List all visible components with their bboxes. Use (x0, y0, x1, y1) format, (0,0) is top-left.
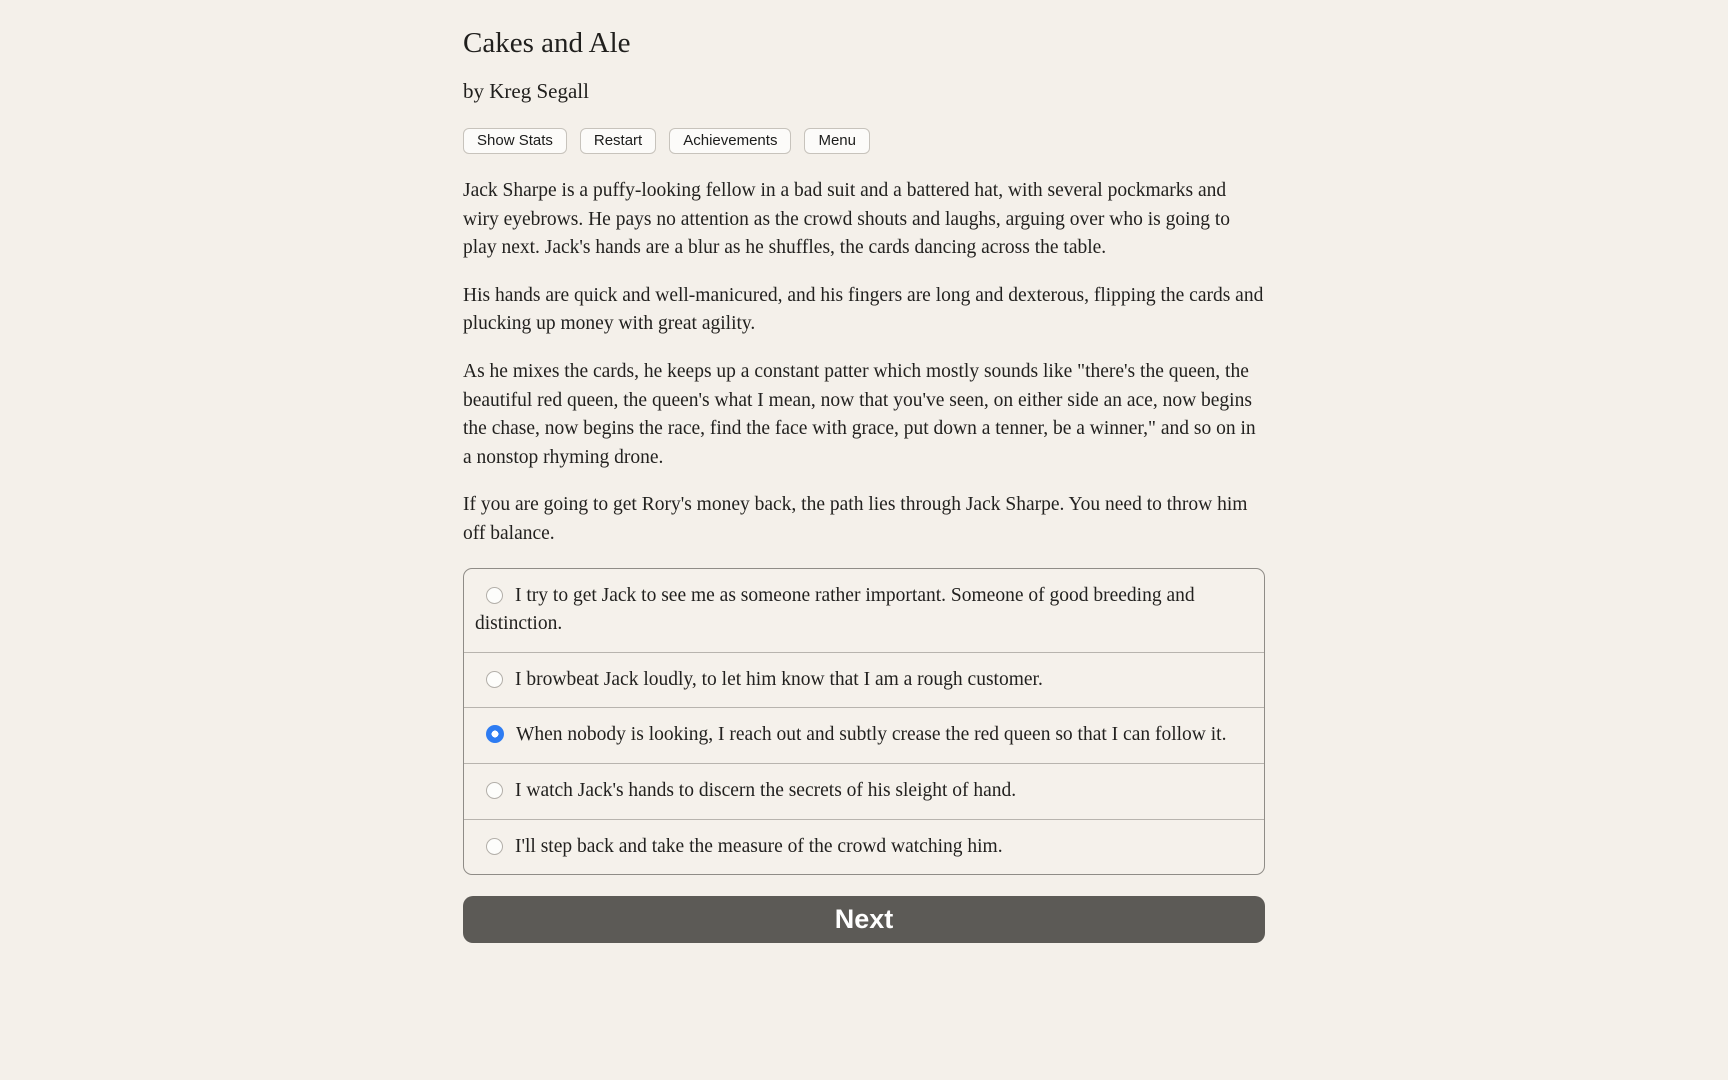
toolbar (463, 128, 1265, 154)
choice-label: I browbeat Jack loudly, to let him know that I am a rough customer. (515, 668, 1043, 690)
next-button[interactable]: Next (463, 896, 1265, 943)
radio-button-icon[interactable] (486, 587, 503, 604)
choice-label: I'll step back and take the measure of the crowd watching him. (515, 835, 1003, 857)
radio-button-icon[interactable] (486, 725, 504, 743)
choice-option[interactable] (464, 569, 1264, 652)
story-paragraph: As he mixes the cards, he keeps up a constant patter which mostly sounds like "there's the queen, the beautiful red queen, the queen's what I mean, now that you've seen, on either side an ace, now begins the chase, now begins the race, find the face with grace, put down a tenner, be a winner," and so on in a nonstop rhyming drone. (463, 360, 1256, 468)
choice-label: I watch Jack's hands to discern the secrets of his sleight of hand. (515, 779, 1017, 801)
story-paragraph: His hands are quick and well-manicured, and his fingers are long and dexterous, flipping the cards and plucking up money with great agility. (463, 284, 1264, 335)
radio-button-icon[interactable] (486, 671, 503, 688)
menu-button[interactable]: Menu (804, 128, 870, 154)
choice-label: When nobody is looking, I reach out and subtly crease the red queen so that I can follow it. (516, 724, 1227, 746)
story-text (463, 177, 1265, 549)
story-paragraph: If you are going to get Rory's money back, the path lies through Jack Sharpe. You need to throw him off balance. (463, 494, 1248, 544)
choice-label: I try to get Jack to see me as someone rather important. Someone of good breeding and distinction. (475, 584, 1195, 635)
choice-option[interactable] (464, 707, 1264, 763)
show-stats-button[interactable]: Show Stats (463, 128, 567, 154)
author-byline: by Kreg Segall (463, 79, 589, 103)
choice-option[interactable] (464, 652, 1264, 708)
achievements-button[interactable]: Achievements (669, 128, 791, 154)
choice-list (463, 568, 1265, 876)
choice-option[interactable] (464, 763, 1264, 819)
radio-button-icon[interactable] (486, 838, 503, 855)
game-page (463, 0, 1265, 943)
choice-option[interactable] (464, 819, 1264, 875)
radio-button-icon[interactable] (486, 782, 503, 799)
story-paragraph: Jack Sharpe is a puffy-looking fellow in a bad suit and a battered hat, with several pockmarks and wiry eyebrows. He pays no attention as the crowd shouts and laughs, arguing over who is going to play next. Jack's hands are a blur as he shuffles, the cards dancing across the table. (463, 180, 1231, 259)
restart-button[interactable]: Restart (580, 128, 656, 154)
page-title: Cakes and Ale (463, 27, 631, 59)
